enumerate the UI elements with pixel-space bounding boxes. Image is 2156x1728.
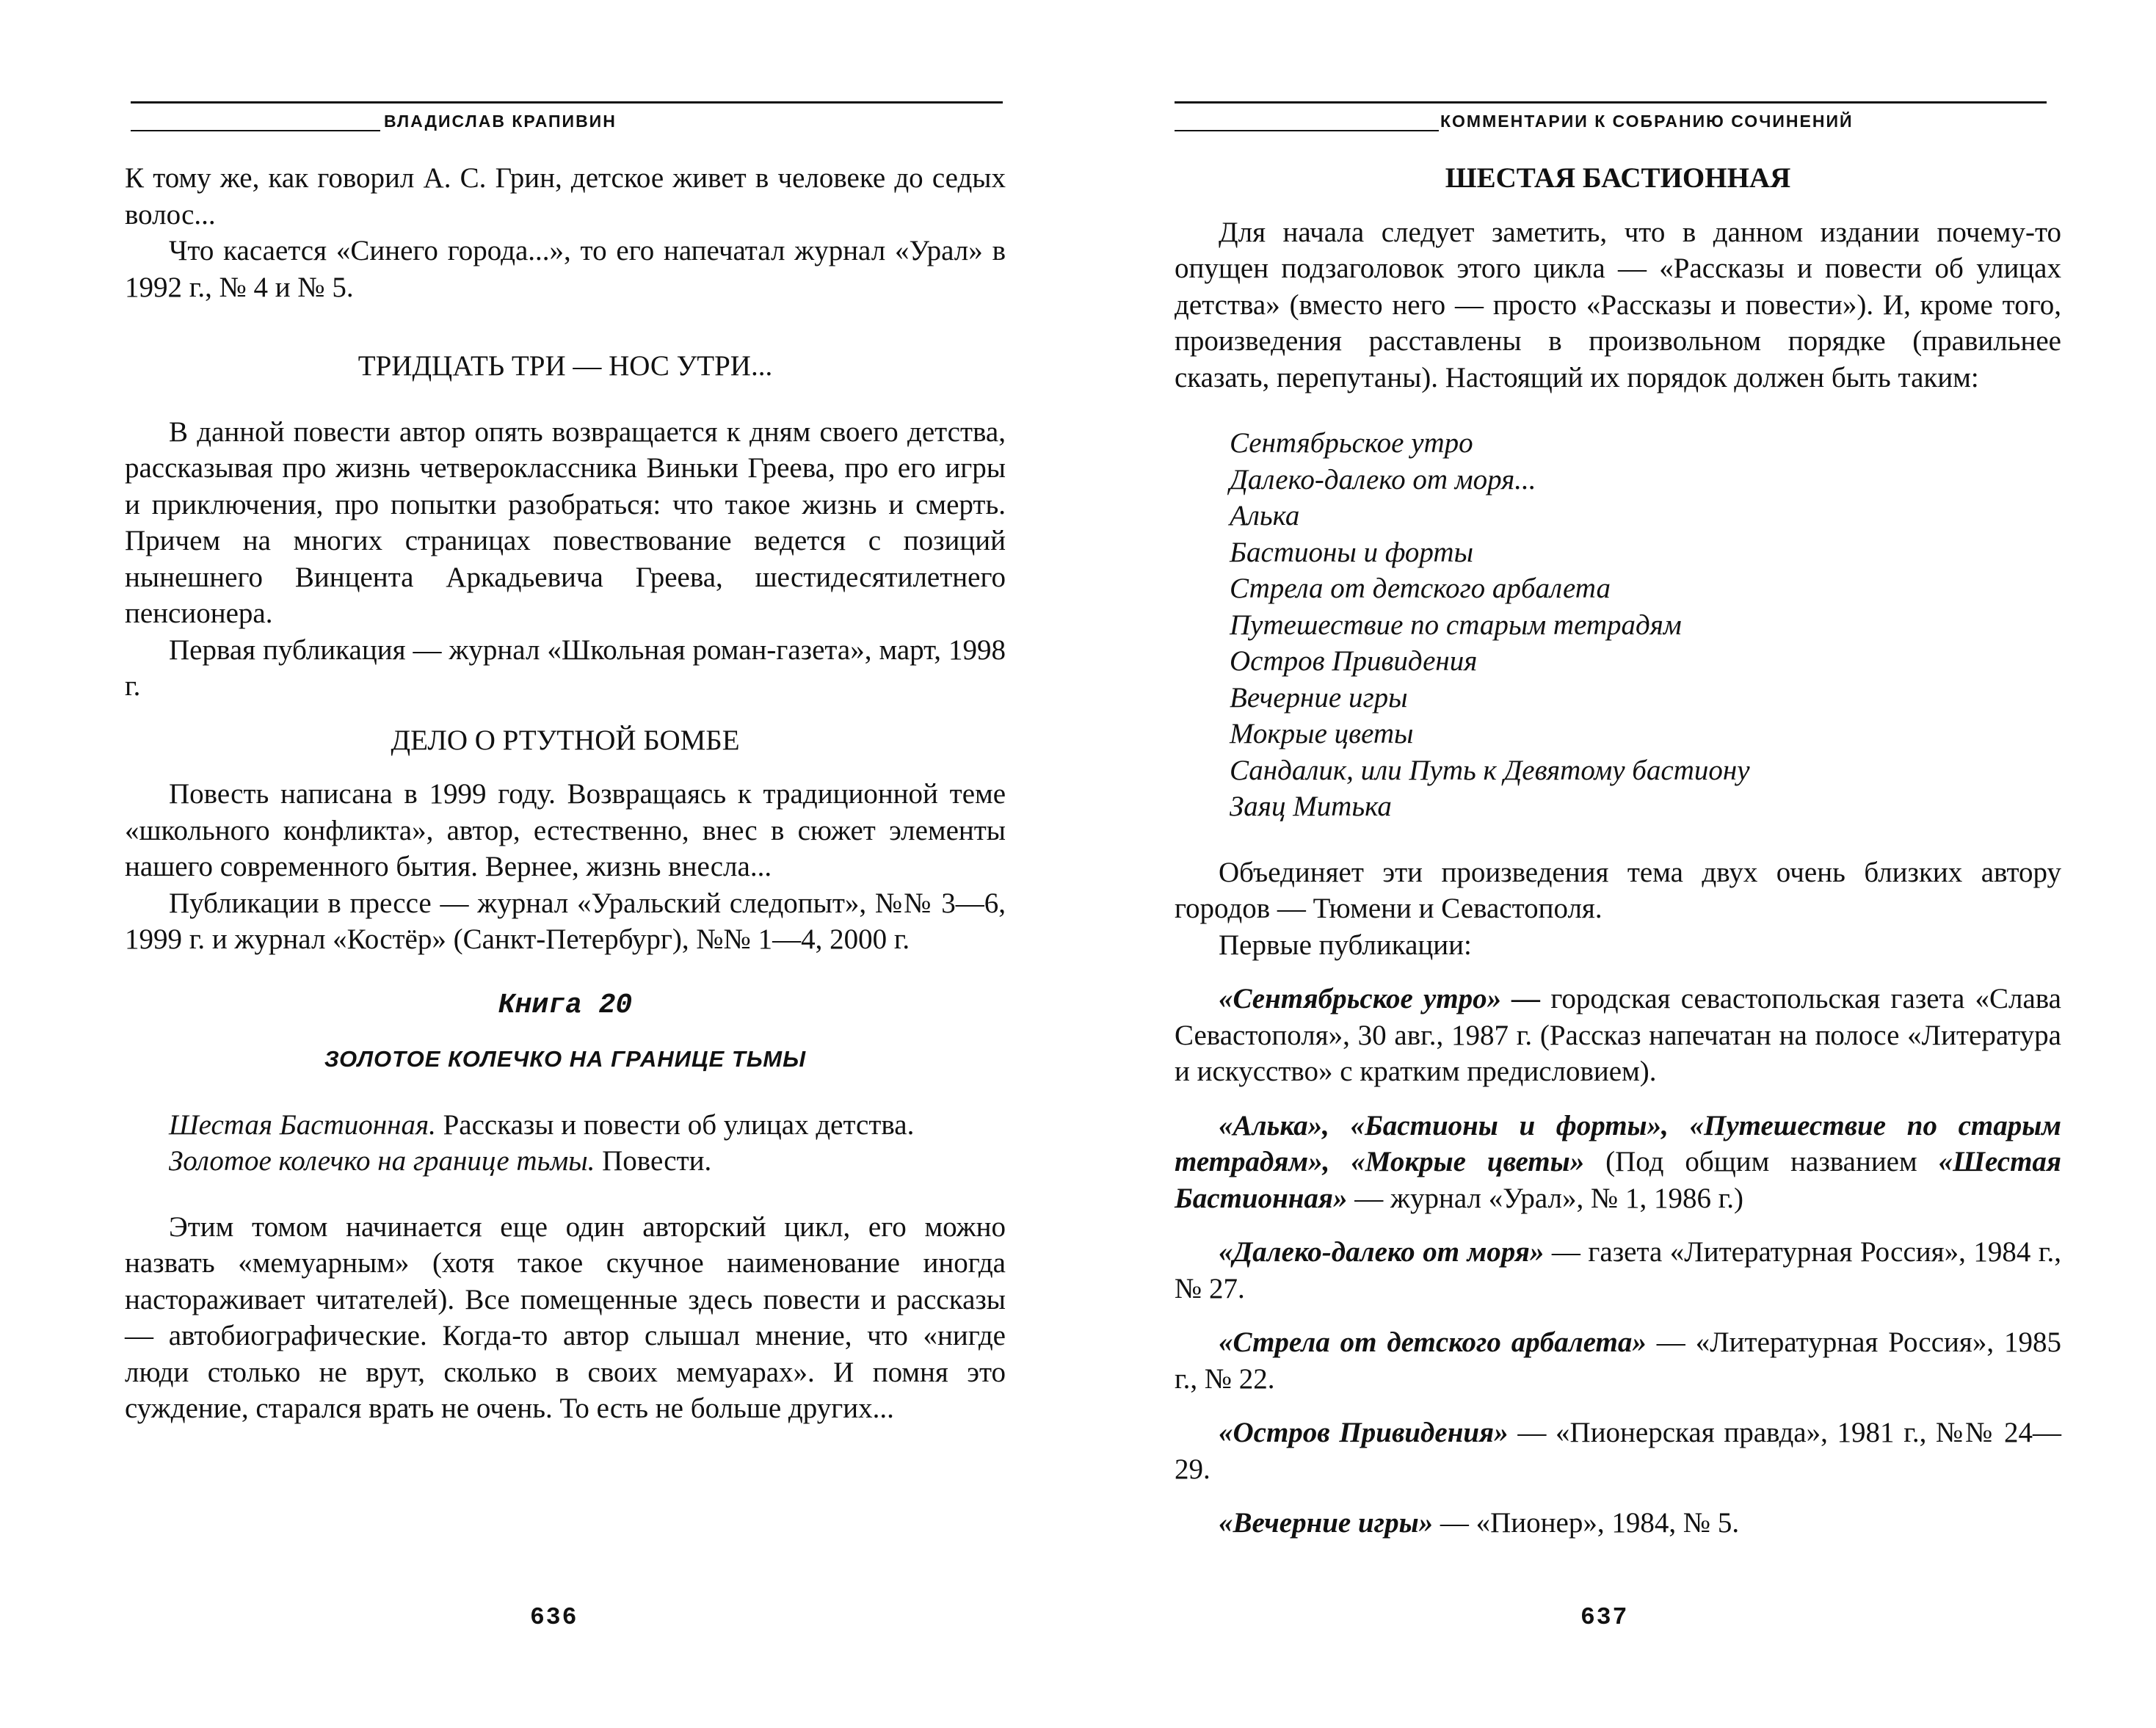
contents-desc: Рассказы и повести об улицах детства. [435, 1108, 915, 1141]
list-item: Сентябрьское утро [1230, 427, 1473, 459]
running-head-rule [131, 130, 380, 131]
running-head [131, 101, 1003, 134]
list-item: Стрела от детского арбалета [1230, 573, 1611, 604]
publication-entry [1175, 1415, 2061, 1487]
list-item: Вечерние игры [1230, 681, 1408, 714]
publication-details: — «Пионерская правда», 1981 г., №№ 24—29. [1175, 1417, 2061, 1485]
list-item: Далеко-далеко от моря... [1230, 463, 1536, 495]
section-heading: ШЕСТАЯ БАСТИОННАЯ [1445, 162, 1791, 194]
publication-entry [1175, 1108, 2061, 1217]
publication-details: — журнал «Урал», № 1, 1986 г.) [1347, 1182, 1744, 1214]
text-column [125, 160, 1006, 1427]
paragraph: Для начала следует заметить, что в данном издании почему-то опущен подзаголовок этого цикла — «Рассказы и повести об улицах детства» (вместо него — просто «Рассказы и повести»). И, кроме того, произведения расставлены в произвольном порядке (правильнее сказать, перепутаны). Настоящий их порядок должен быть таким: [1175, 216, 2061, 393]
list-item: Остров Привидения [1230, 645, 1478, 677]
publication-title: «Шестая Бастионная» [1175, 1146, 2062, 1214]
paragraph: Первая публикация — журнал «Школьная роман-газета», март, 1998 г. [125, 634, 1006, 702]
publication-entry [1175, 1324, 2061, 1397]
works-list [1175, 425, 2061, 825]
publication-title: «Остров Привидения» [1219, 1417, 1509, 1448]
running-head-text: ВЛАДИСЛАВ КРАПИВИН [384, 112, 617, 131]
publication-title: «Далеко-далеко от моря» [1219, 1236, 1545, 1268]
paragraph: Первые публикации: [1219, 929, 1472, 961]
running-head [1175, 101, 2047, 134]
contents-title: Шестая Бастионная. [169, 1108, 436, 1141]
paragraph: Объединяет эти произведения тема двух очень близких автору городов — Тюмени и Севастополя. [1175, 856, 2061, 924]
contents-desc: Повести. [595, 1145, 712, 1177]
list-item: Заяц Митька [1230, 791, 1392, 822]
running-head-text: КОММЕНТАРИИ К СОБРАНИЮ СОЧИНЕНИЙ [1440, 112, 1854, 131]
right-page [1078, 0, 2156, 1728]
list-item: Мокрые цветы [1230, 718, 1414, 749]
section-heading: ТРИДЦАТЬ ТРИ — НОС УТРИ... [357, 350, 773, 382]
publication-entry [1175, 1234, 2061, 1307]
contents-line [125, 1143, 1006, 1180]
publication-title: «Сентябрьское утро» — [1219, 983, 1541, 1014]
publication-entry [1175, 1505, 2061, 1542]
book-subtitle: ЗОЛОТОЕ КОЛЕЧКО НА ГРАНИЦЕ ТЬМЫ [324, 1046, 807, 1072]
contents-title: Золотое колечко на границе тьмы. [169, 1145, 595, 1177]
list-item: Бастионы и форты [1230, 536, 1473, 568]
paragraph: Этим томом начинается еще один авторский цикл, его можно назвать «мемуарным» (хотя такое скучное наименование иногда настораживает читателей). Все помещенные здесь повести и рассказы — автобиографические. Когда-то автор слышал мнение, что «нигде люди столько не врут, сколько в своих мемуарах». И помня это суждение, старался врать не очень. То есть не больше других... [125, 1210, 1006, 1424]
publication-details: городская севастопольская газета «Слава Севастополя», 30 авг., 1987 г. (Рассказ напечатан на полосе «Литература и искусство» с кратким предисловием). [1175, 983, 2061, 1087]
publication-details: — «Пионер», 1984, № 5. [1433, 1507, 1740, 1539]
publication-entry [1175, 981, 2061, 1090]
section-heading: ДЕЛО О РТУТНОЙ БОМБЕ [391, 724, 740, 756]
paragraph: Повесть написана в 1999 году. Возвращаясь к традиционной теме «школьного конфликта», автор, естественно, внес в сюжет элементы нашего современного бытия. Вернее, жизнь внесла... [125, 778, 1006, 882]
list-item: Сандалик, или Путь к Девятому бастиону [1230, 754, 1750, 786]
running-head-rule [1175, 130, 1439, 131]
contents-line [125, 1107, 1006, 1144]
list-item: Алька [1230, 500, 1300, 531]
publication-details: — «Литературная Россия», 1985 г., № 22. [1175, 1326, 2062, 1395]
publication-title: «Стрела от детского арбалета» [1219, 1326, 1647, 1358]
text-column [1175, 160, 2061, 1542]
paragraph: В данной повести автор опять возвращается к дням своего детства, рассказывая про жизнь четвероклассника Виньки Греева, про его игры и приключения, про попытки разобраться: что такое жизнь и смерть. Причем на многих страницах повествование ведется с позиций нынешнего Винцента Аркадьевича Греева, шестидесятилетнего пенсионера. [125, 415, 1006, 629]
page-number: 636 [530, 1604, 578, 1631]
publication-details: (Под общим названием [1584, 1146, 1939, 1177]
publication-title: «Алька», «Бастионы и форты», «Путешествие по старым тетрадям», «Мокрые цветы» [1175, 1109, 2061, 1177]
paragraph: Что касается «Синего города...», то его напечатал журнал «Урал» в 1992 г., № 4 и № 5. [125, 235, 1006, 303]
publication-details: — газета «Литературная Россия», 1984 г., № 27. [1175, 1236, 2061, 1304]
paragraph: Публикации в прессе — журнал «Уральский следопыт», №№ 3—6, 1999 г. и журнал «Костёр» (Санкт-Петербург), №№ 1—4, 2000 г. [125, 887, 1006, 955]
book-title: Книга 20 [498, 989, 633, 1021]
publication-title: «Вечерние игры» [1219, 1507, 1434, 1539]
paragraph: К тому же, как говорил А. С. Грин, детское живет в человеке до седых волос... [125, 162, 1006, 230]
list-item: Путешествие по старым тетрадям [1230, 609, 1682, 641]
page-number: 637 [1580, 1604, 1629, 1631]
